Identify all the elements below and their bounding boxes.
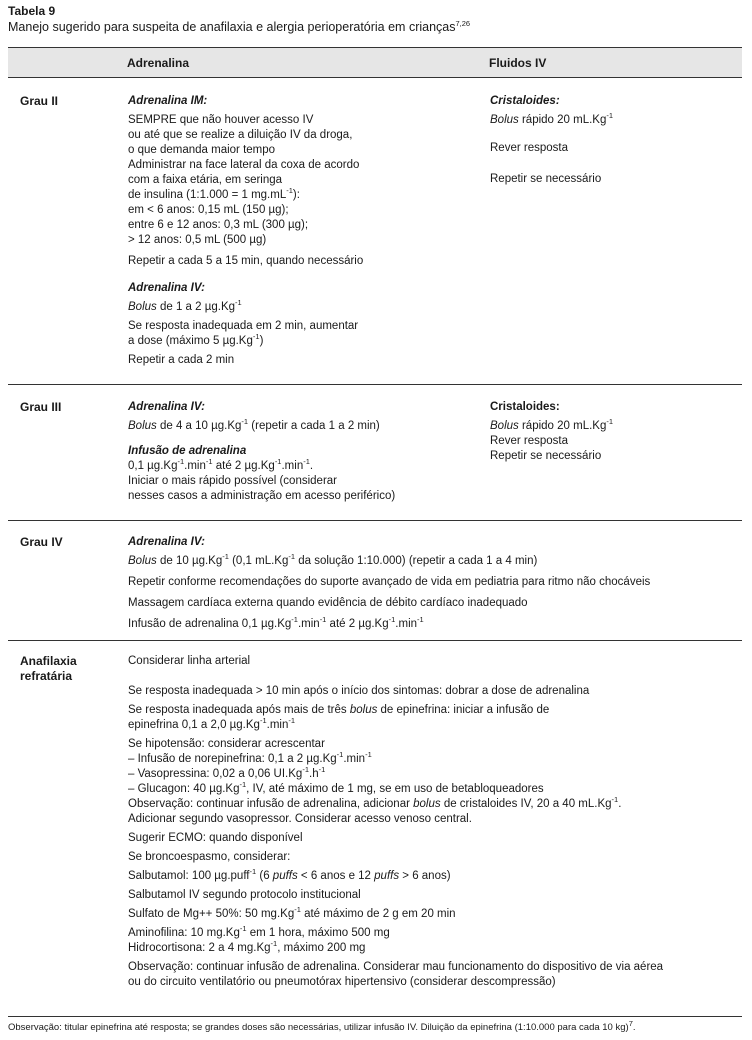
text-line: Repetir conforme recomendações do suporte avançado de vida em pediatria para ritmo não chocáveis (128, 576, 651, 588)
row-divider (8, 520, 742, 521)
text-part: . (618, 798, 622, 810)
superscript: -1 (177, 457, 185, 467)
italic-term: Bolus (128, 555, 157, 567)
text-part: .h (309, 768, 319, 780)
text-part: , máximo 200 mg (277, 942, 366, 954)
text-line: SEMPRE que não houver acesso IV (128, 114, 314, 126)
text-line: > 12 anos: 0,5 mL (500 µg) (128, 234, 267, 246)
text-line (128, 907, 738, 922)
superscript: -1 (249, 867, 257, 877)
superscript: -1 (294, 905, 301, 915)
text-line (128, 188, 488, 203)
text-part: , IV, até máximo de 1 mg, se em uso de betabloqueadores (246, 783, 544, 795)
text-part: Salbutamol: 100 µg.puff (128, 870, 250, 882)
text-line: Sugerir ECMO: quando disponível (128, 832, 303, 844)
superscript: -1 (286, 186, 293, 196)
text-line: Se resposta inadequada > 10 min após o início dos sintomas: dobrar a dose de adrenalina (128, 685, 590, 697)
italic-term: bolus (349, 704, 378, 716)
text-part: .min (184, 460, 206, 472)
text-line (128, 718, 738, 733)
text-part: de 4 a 10 µg.Kg (156, 420, 242, 432)
section-title: Adrenalina IV: (128, 401, 205, 413)
text-line: Rever resposta (490, 142, 568, 154)
text-line: com a faixa etária, em seringa (128, 174, 283, 186)
section-title: Adrenalina IV: (128, 282, 205, 294)
italic-term: Bolus (128, 301, 157, 313)
text-part: > 6 anos) (399, 870, 451, 882)
row-grau-iv (8, 534, 742, 634)
text-part: epinefrina 0,1 a 2,0 µg.Kg (128, 719, 260, 731)
superscript: -1 (222, 552, 229, 562)
superscript: -1 (252, 332, 260, 342)
section-title: Infusão de adrenalina (128, 445, 247, 457)
text-part: até máximo de 2 g em 20 min (300, 908, 456, 920)
text-line (128, 419, 508, 434)
text-line: nesses casos a administração em acesso periférico) (128, 490, 396, 502)
fluidos-cell (490, 400, 740, 464)
section-title: Cristaloides: (490, 95, 560, 107)
table-number: Tabela 9 (8, 4, 56, 18)
superscript: -1 (606, 111, 614, 121)
text-line (128, 459, 508, 474)
text-part: Infusão de adrenalina 0,1 µg.Kg (128, 618, 292, 630)
superscript: -1 (259, 716, 267, 726)
caption-refs: 7,26 (455, 18, 471, 28)
table-footnote (8, 1020, 636, 1035)
superscript: -1 (235, 298, 242, 308)
text-line: Salbutamol IV segundo protocolo institucional (128, 889, 361, 901)
text-line (128, 797, 738, 812)
italic-term: puffs (374, 870, 400, 882)
text-line: Adicionar segundo vasopressor. Considerar acesso venoso central. (128, 813, 472, 825)
text-line: Se hipotensão: considerar acrescentar (128, 738, 325, 750)
text-line (490, 419, 740, 434)
text-part: .min (395, 618, 418, 630)
text-line (128, 703, 738, 718)
text-line (128, 617, 738, 632)
text-part: Aminofilina: 10 mg.Kg (128, 927, 240, 939)
superscript: -1 (611, 795, 619, 805)
text-line: Massagem cardíaca externa quando evidência de débito cardíaco inadequado (128, 597, 528, 609)
section-title: Adrenalina IM: (128, 95, 208, 107)
table-bottom-rule (8, 1016, 742, 1017)
adrenalina-cell (128, 535, 738, 632)
text-line: Se broncoespasmo, considerar: (128, 851, 291, 863)
text-part: (0,1 mL.Kg (228, 555, 289, 567)
superscript: -1 (239, 780, 247, 790)
text-line: Repetir se necessário (490, 173, 602, 185)
text-part: em 1 hora, máximo 500 mg (246, 927, 390, 939)
grade-label: Grau II (20, 94, 59, 108)
superscript: -1 (205, 457, 213, 467)
superscript: -1 (336, 750, 344, 760)
text-part: até 2 µg.Kg (212, 460, 275, 472)
text-line: Se resposta inadequada em 2 min, aumentar (128, 320, 359, 332)
text-part: de 1 a 2 µg.Kg (156, 301, 236, 313)
superscript: -1 (288, 716, 296, 726)
text-line: ou do circuito ventilatório ou pneumotórax hipertensivo (considerar descompressão) (128, 976, 556, 988)
text-part: .min (343, 753, 366, 765)
row-divider (8, 640, 742, 641)
text-part: Se resposta inadequada após mais de três (128, 704, 350, 716)
text-part: Observação: continuar infusão de adrenalina, adicionar (128, 798, 414, 810)
text-line: em < 6 anos: 0,15 mL (150 µg); (128, 204, 289, 216)
text-part: rápido 20 mL.Kg (518, 420, 607, 432)
footnote-text: Observação: titular epinefrina até resposta; se grandes doses são necessárias, utilizar infusão IV. Diluição da epinefrina (1:10.000 para cada 10 kg) (8, 1022, 629, 1033)
grade-label: Grau III (20, 400, 62, 414)
text-part: Sulfato de Mg++ 50%: 50 mg.Kg (128, 908, 295, 920)
text-part: .min (297, 618, 320, 630)
superscript: -1 (291, 615, 298, 625)
text-line: Observação: continuar infusão de adrenalina. Considerar mau funcionamento do dispositivo de via aérea (128, 961, 664, 973)
italic-term: Bolus (128, 420, 157, 432)
text-line (128, 554, 738, 569)
text-part: Hidrocortisona: 2 a 4 mg.Kg (128, 942, 271, 954)
text-part: de epinefrina: iniciar a infusão de (377, 704, 550, 716)
row-divider (8, 384, 742, 385)
table-caption: Manejo sugerido para suspeita de anafilaxia e alergia perioperatória em crianças$^{7,26}$ (8, 18, 471, 34)
text-line: Repetir se necessário (490, 450, 602, 462)
text-part: – Infusão de norepinefrina: 0,1 a 2 µg.Kg (128, 753, 337, 765)
superscript: -1 (388, 615, 396, 625)
table-header-row (8, 47, 742, 78)
superscript: -1 (417, 615, 424, 625)
superscript: -1 (302, 765, 309, 775)
text-line (128, 300, 488, 315)
row-grau-iii (8, 399, 742, 519)
text-part: – Vasopressina: 0,02 a 0,06 UI.Kg (128, 768, 303, 780)
text-part: (6 (256, 870, 273, 882)
superscript: -1 (606, 417, 614, 427)
italic-term: puffs (272, 870, 298, 882)
text-line (128, 752, 738, 767)
superscript: -1 (274, 457, 282, 467)
text-line: o que demanda maior tempo (128, 144, 276, 156)
text-line (128, 767, 738, 782)
fluidos-cell (490, 94, 740, 187)
section-title: Cristaloides: (490, 401, 560, 413)
superscript: -1 (319, 615, 327, 625)
text-line (128, 926, 738, 941)
superscript: -1 (239, 924, 247, 934)
text-part: de cristaloides IV, 20 a 40 mL.Kg (440, 798, 612, 810)
grade-label-line: Anafilaxia (20, 654, 77, 668)
adrenalina-cell (128, 400, 508, 504)
text-part: rápido 20 mL.Kg (518, 114, 607, 126)
superscript: -1 (241, 417, 249, 427)
grade-label: Grau IV (20, 535, 63, 549)
text-line: Considerar linha arterial (128, 655, 251, 667)
text-part: (repetir a cada 1 a 2 min) (248, 420, 380, 432)
superscript: -1 (303, 457, 310, 467)
text-part: até 2 µg.Kg (326, 618, 389, 630)
section-title: Adrenalina IV: (128, 536, 205, 548)
text-line: ou até que se realize a diluição IV da droga, (128, 129, 353, 141)
footnote-ref: 7 (628, 1018, 633, 1028)
italic-term: Bolus (490, 114, 519, 126)
text-line (490, 113, 740, 128)
text-part: de insulina (1:1.000 = 1 mg.mL (128, 189, 287, 201)
text-line (128, 782, 738, 797)
footnote-end: . (632, 1022, 636, 1033)
text-part: .min (266, 719, 289, 731)
text-part: 0,1 µg.Kg (128, 460, 178, 472)
text-line: entre 6 e 12 anos: 0,3 mL (300 µg); (128, 219, 309, 231)
superscript: -1 (270, 939, 278, 949)
text-line (128, 941, 738, 956)
adrenalina-cell (128, 654, 738, 990)
text-part: ) (259, 335, 264, 347)
text-line: Rever resposta (490, 435, 568, 447)
text-line: Repetir a cada 5 a 15 min, quando necessário (128, 255, 364, 267)
row-anafilaxia-refrataria (8, 653, 742, 1008)
text-part: de 10 µg.Kg (156, 555, 223, 567)
text-part: ): (292, 189, 300, 201)
text-part: .min (281, 460, 304, 472)
adrenalina-cell (128, 94, 488, 368)
column-header-fluidos: Fluidos IV (489, 56, 547, 70)
text-line: Iniciar o mais rápido possível (considerar (128, 475, 338, 487)
text-line: Administrar na face lateral da coxa de acordo (128, 159, 360, 171)
text-part: a dose (máximo 5 µg.Kg (128, 335, 253, 347)
grade-label (20, 654, 77, 684)
grade-label-line: refratária (20, 669, 73, 683)
text-line: Repetir a cada 2 min (128, 354, 235, 366)
superscript: -1 (318, 765, 326, 775)
column-header-adrenalina: Adrenalina (127, 56, 190, 70)
text-part: < 6 anos e 12 (297, 870, 375, 882)
text-line (128, 869, 738, 884)
text-part: da solução 1:10.000) (repetir a cada 1 a 4 min) (295, 555, 538, 567)
text-line (128, 334, 488, 349)
italic-term: Bolus (490, 420, 519, 432)
italic-term: bolus (413, 798, 441, 810)
row-grau-ii (8, 92, 742, 382)
superscript: -1 (288, 552, 296, 562)
superscript: -1 (365, 750, 372, 760)
text-part: . (309, 460, 314, 472)
text-part: – Glucagon: 40 µg.Kg (128, 783, 240, 795)
